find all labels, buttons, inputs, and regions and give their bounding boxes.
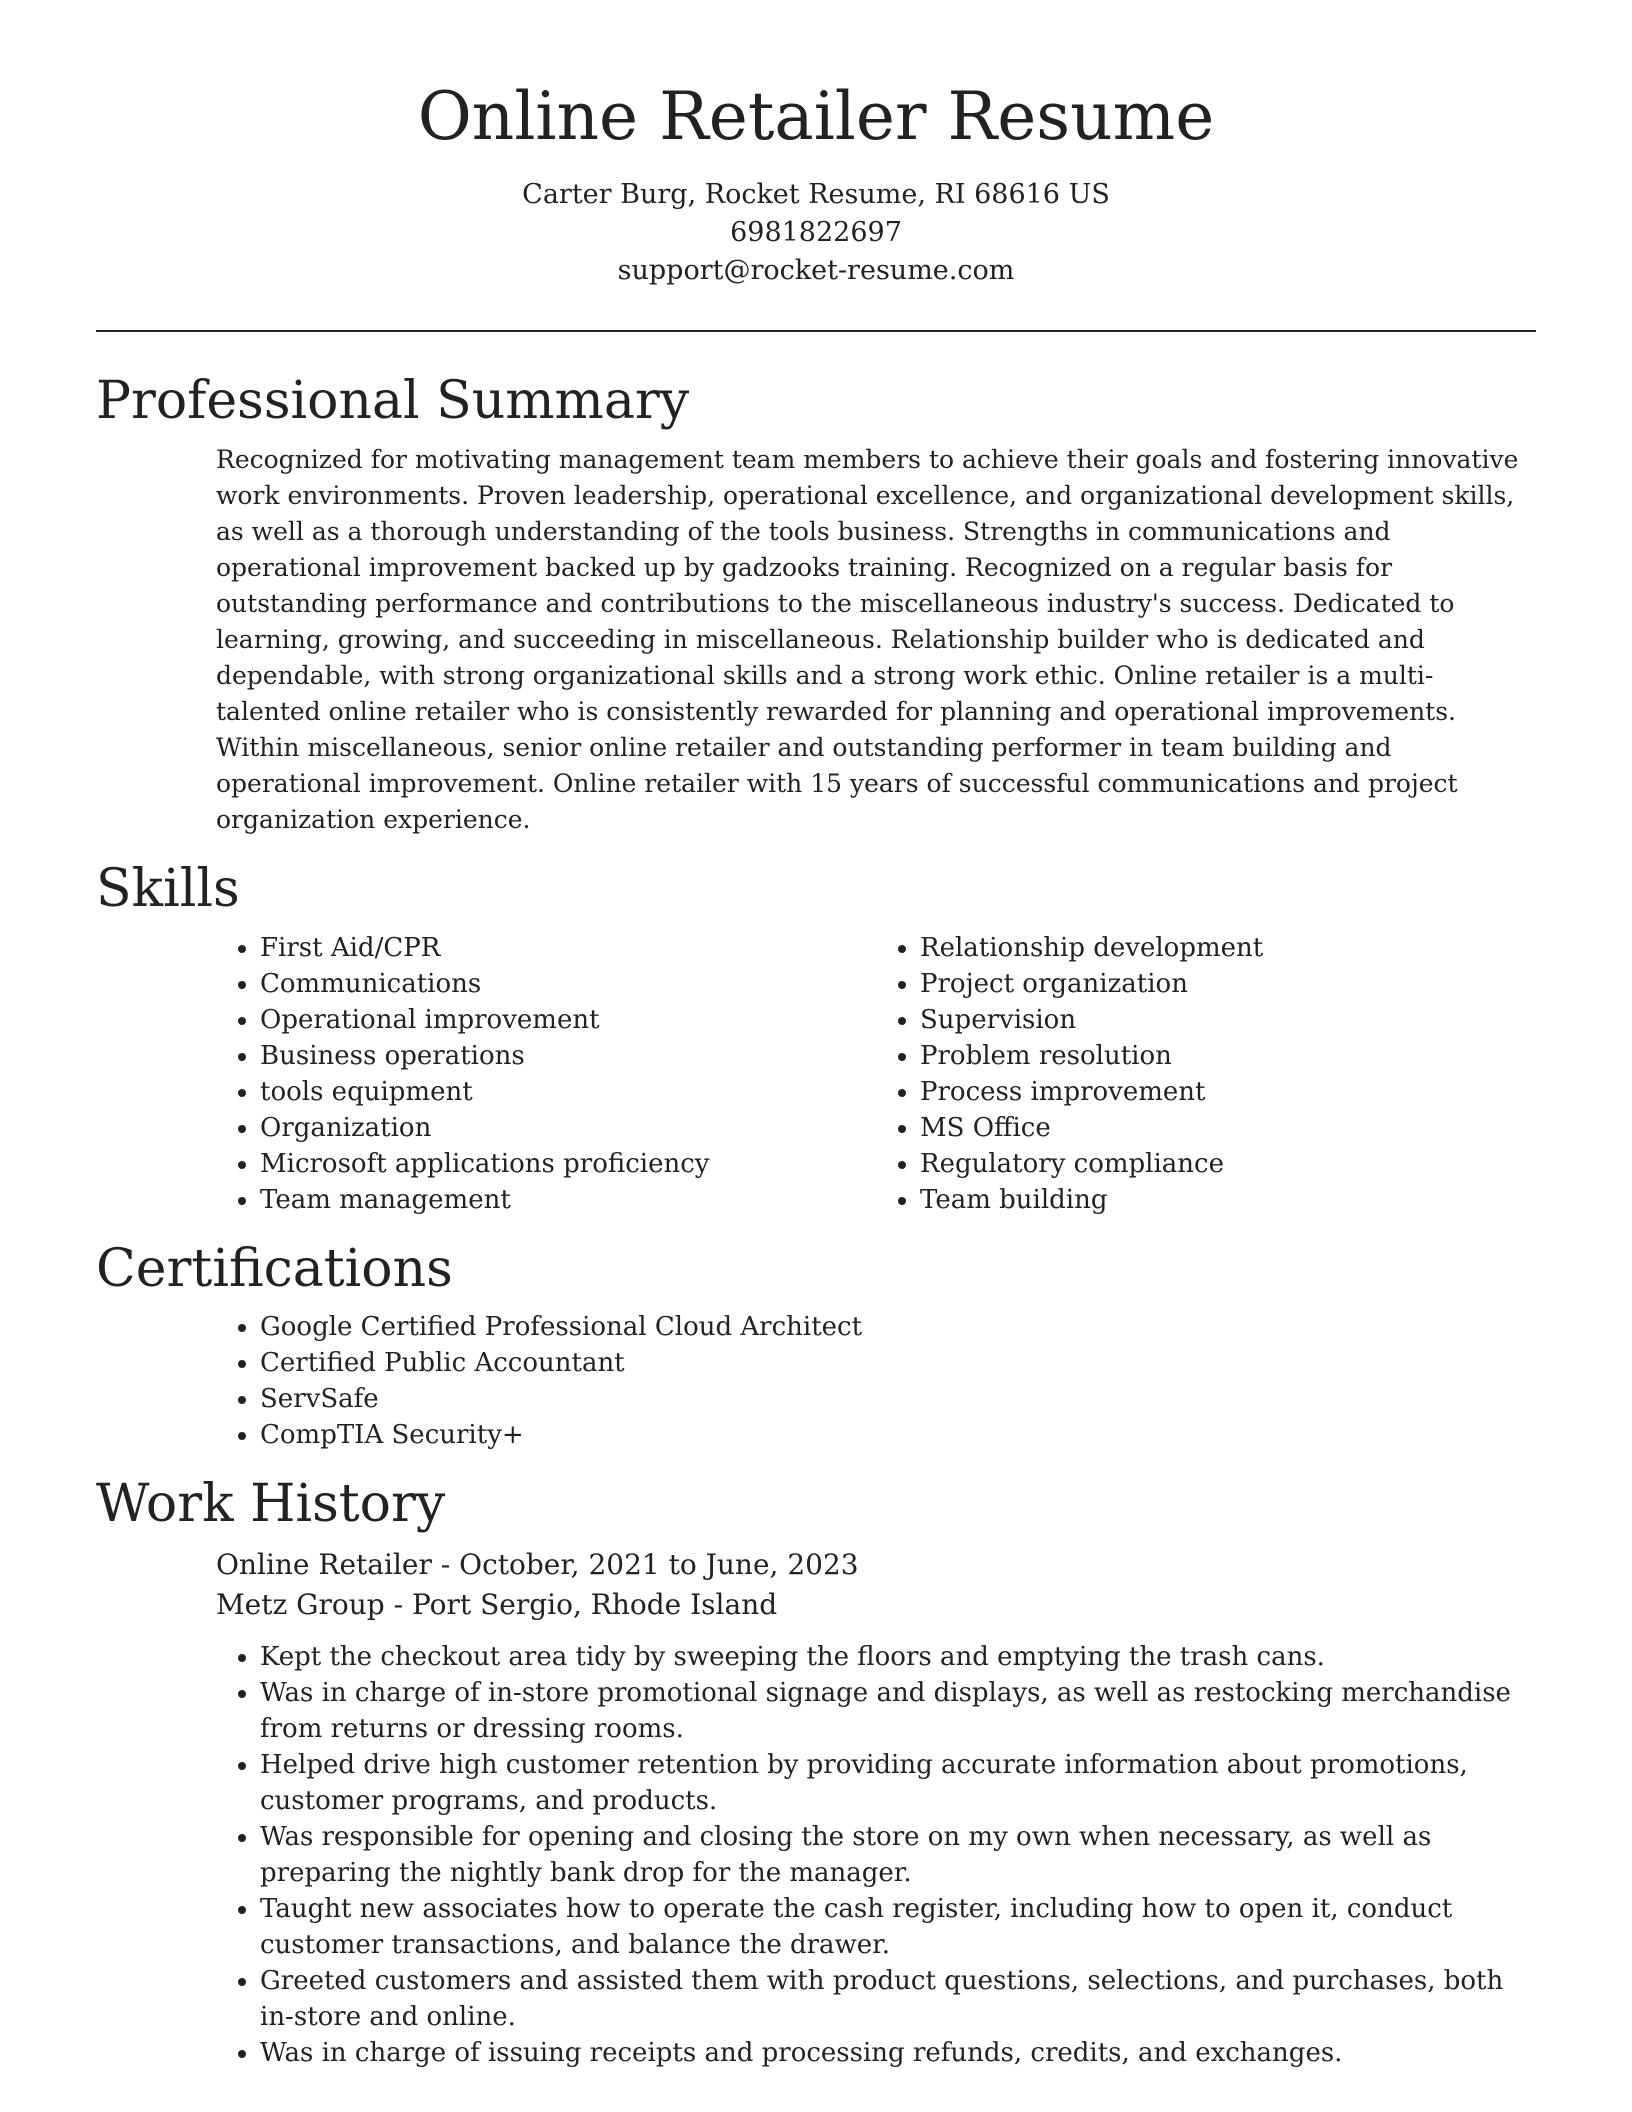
list-item: • ServSafe <box>260 1381 1536 1417</box>
job-company-line <box>216 1585 1536 1625</box>
certifications-list <box>216 1309 1536 1453</box>
list-item: • Kept the checkout area tidy by sweeping the floors and emptying the trash cans. <box>260 1639 1536 1675</box>
list-item: • Organization <box>260 1110 876 1146</box>
list-item: • Taught new associates how to operate the cash register, including how to open it, conduct customer transactions, and balance the drawer. <box>260 1891 1536 1963</box>
header-divider <box>96 330 1536 332</box>
skills-list-left <box>216 930 876 1218</box>
list-item: • Greeted customers and assisted them with product questions, selections, and purchases, both in-store and online. <box>260 1963 1536 2035</box>
list-item: • Relationship development <box>920 930 1536 966</box>
job-title-line <box>216 1545 1536 1585</box>
list-item: • Process improvement <box>920 1074 1536 1110</box>
job-dates: - October, 2021 to June, 2023 <box>431 1548 859 1582</box>
resume-header <box>96 0 1536 290</box>
section-heading-summary: Professional Summary <box>96 370 690 431</box>
list-item: • Business operations <box>260 1038 876 1074</box>
list-item: • Project organization <box>920 966 1536 1002</box>
list-item: • Team management <box>260 1182 876 1218</box>
summary-paragraph: Recognized for motivating management team members to achieve their goals and fostering innovative work environments. Proven leadership, operational excellence, and organizational development skills, as well as a thorough understanding of the tools business. Strengths in communications and operational improvement backed up by gadzooks training. Recognized on a regular basis for outstanding performance and contributions to the miscellaneous industry's success. Dedicated to learning, growing, and succeeding in miscellaneous. Relationship builder who is dedicated and dependable, with strong organizational skills and a strong work ethic. Online retailer is a multi-talented online retailer who is consistently rewarded for planning and operational improvements. Within miscellaneous, senior online retailer and outstanding performer in team building and operational improvement. Online retailer with 15 years of successful communications and project organization experience. <box>216 444 1519 834</box>
list-item: • Certified Public Accountant <box>260 1345 1536 1381</box>
skills-section <box>96 860 1536 1240</box>
list-item: • Team building <box>920 1182 1536 1218</box>
job-location: - Port Sergio, Rhode Island <box>384 1588 778 1622</box>
list-item: • Helped drive high customer retention by providing accurate information about promotions, customer programs, and products. <box>260 1747 1536 1819</box>
document-title: Online Retailer Resume <box>417 78 1215 155</box>
contact-address: Carter Burg, Rocket Resume, RI 68616 US <box>522 178 1110 210</box>
list-item: • MS Office <box>920 1110 1536 1146</box>
list-item: • Supervision <box>920 1002 1536 1038</box>
list-item: • Communications <box>260 966 876 1002</box>
work-history-section <box>96 1475 1536 2071</box>
contact-phone: 6981822697 <box>730 216 902 248</box>
section-heading-work-history: Work History <box>96 1474 446 1535</box>
skills-list-right <box>876 930 1536 1218</box>
list-item: • CompTIA Security+ <box>260 1417 1536 1453</box>
section-heading-certifications: Certifications <box>96 1238 453 1299</box>
certifications-section <box>96 1240 1536 1476</box>
list-item: • Google Certified Professional Cloud Architect <box>260 1309 1536 1345</box>
list-item: • Microsoft applications proficiency <box>260 1146 876 1182</box>
list-item: • Operational improvement <box>260 1002 876 1038</box>
section-heading-skills: Skills <box>96 858 240 919</box>
list-item: • Problem resolution <box>920 1038 1536 1074</box>
professional-summary-section <box>96 372 1536 838</box>
list-item: • Regulatory compliance <box>920 1146 1536 1182</box>
list-item: • First Aid/CPR <box>260 930 876 966</box>
list-item: • Was in charge of in-store promotional signage and displays, as well as restocking merchandise from returns or dressing rooms. <box>260 1675 1536 1747</box>
list-item: • Was responsible for opening and closing the store on my own when necessary, as well as preparing the nightly bank drop for the manager. <box>260 1819 1536 1891</box>
job-company: Metz Group <box>216 1588 385 1622</box>
job-title: Online Retailer <box>216 1548 432 1582</box>
list-item: • Was in charge of issuing receipts and processing refunds, credits, and exchanges. <box>260 2035 1536 2071</box>
job-entry <box>96 1545 1536 2071</box>
list-item: • tools equipment <box>260 1074 876 1110</box>
job-responsibilities-list <box>216 1639 1536 2071</box>
contact-email[interactable]: support@rocket-resume.com <box>617 254 1015 286</box>
